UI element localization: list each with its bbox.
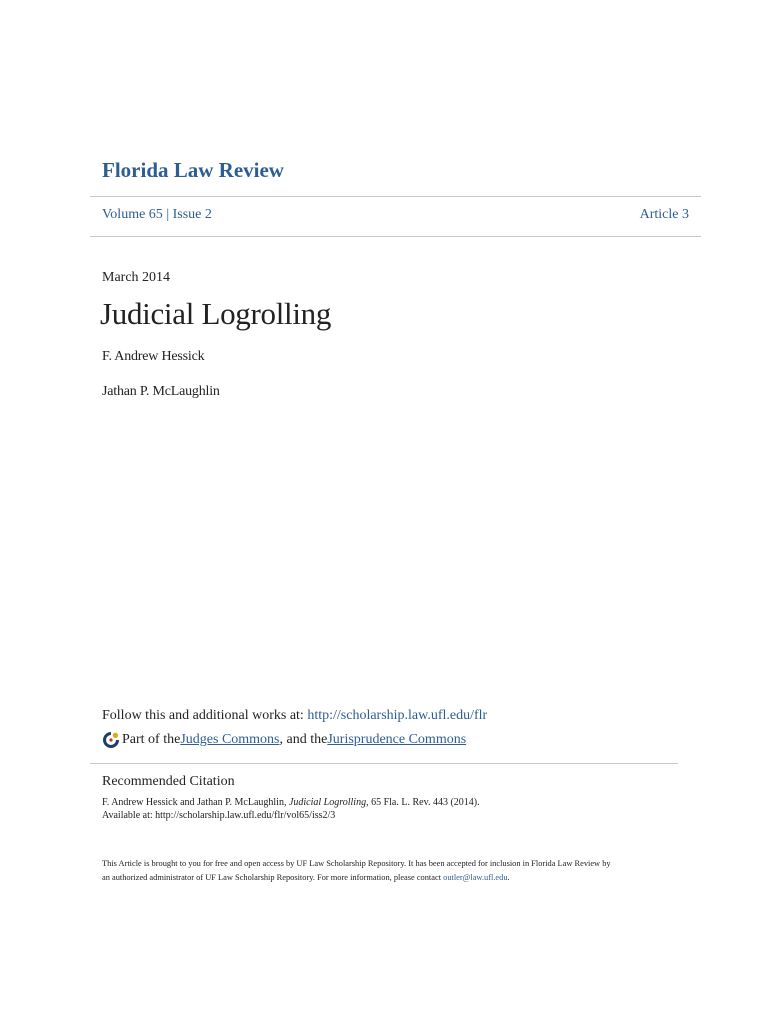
citation-authors: F. Andrew Hessick and Jathan P. McLaughlin, <box>102 797 289 808</box>
notice-line-2-text: an authorized administrator of UF Law Scholarship Repository. For more information, please contact <box>102 873 444 882</box>
journal-title[interactable]: Florida Law Review <box>102 158 284 182</box>
volume-issue-line <box>102 207 212 223</box>
follow-line <box>102 708 487 724</box>
author-name: Jathan P. McLaughlin <box>102 384 220 399</box>
follow-prefix: Follow this and additional works at: <box>102 708 308 723</box>
contact-email-link[interactable]: outler@law.ufl.edu <box>443 873 508 882</box>
notice-line-1: This Article is brought to you for free and open access by UF Law Scholarship Repository. It has been accepted for inclusion in Florida Law Review by <box>102 859 611 868</box>
citation-title: Judicial Logrolling <box>288 797 367 808</box>
article-number-link[interactable]: Article 3 <box>639 207 689 222</box>
author-name: F. Andrew Hessick <box>102 349 205 364</box>
article-title: Judicial Logrolling <box>100 296 332 331</box>
part-of-line <box>102 731 466 749</box>
citation-divider <box>90 763 678 764</box>
repository-link[interactable]: http://scholarship.law.ufl.edu/flr <box>307 708 488 723</box>
citation-line <box>102 796 480 809</box>
and-the-text: , and the <box>279 732 328 747</box>
bepress-network-icon <box>102 731 120 749</box>
volume-issue-separator: | <box>166 207 170 222</box>
judges-commons-link[interactable]: Judges Commons <box>180 732 280 747</box>
issue-link[interactable]: Issue 2 <box>172 207 212 222</box>
citation-block <box>102 796 480 822</box>
available-at-line: Available at: http://scholarship.law.ufl.edu/flr/vol65/iss2/3 <box>102 810 336 821</box>
header-bottom-divider <box>90 236 701 237</box>
publication-date: March 2014 <box>102 270 171 285</box>
part-of-prefix: Part of the <box>122 732 181 747</box>
notice-line-2-suffix: . <box>507 873 510 882</box>
recommended-citation-heading: Recommended Citation <box>102 774 235 789</box>
citation-rest: , 65 Fla. L. Rev. 443 (2014). <box>366 797 480 808</box>
access-notice <box>102 857 682 885</box>
jurisprudence-commons-link[interactable]: Jurisprudence Commons <box>327 732 467 747</box>
header-top-divider <box>90 196 701 197</box>
volume-link[interactable]: Volume 65 <box>102 207 163 222</box>
notice-line-2 <box>102 871 682 885</box>
